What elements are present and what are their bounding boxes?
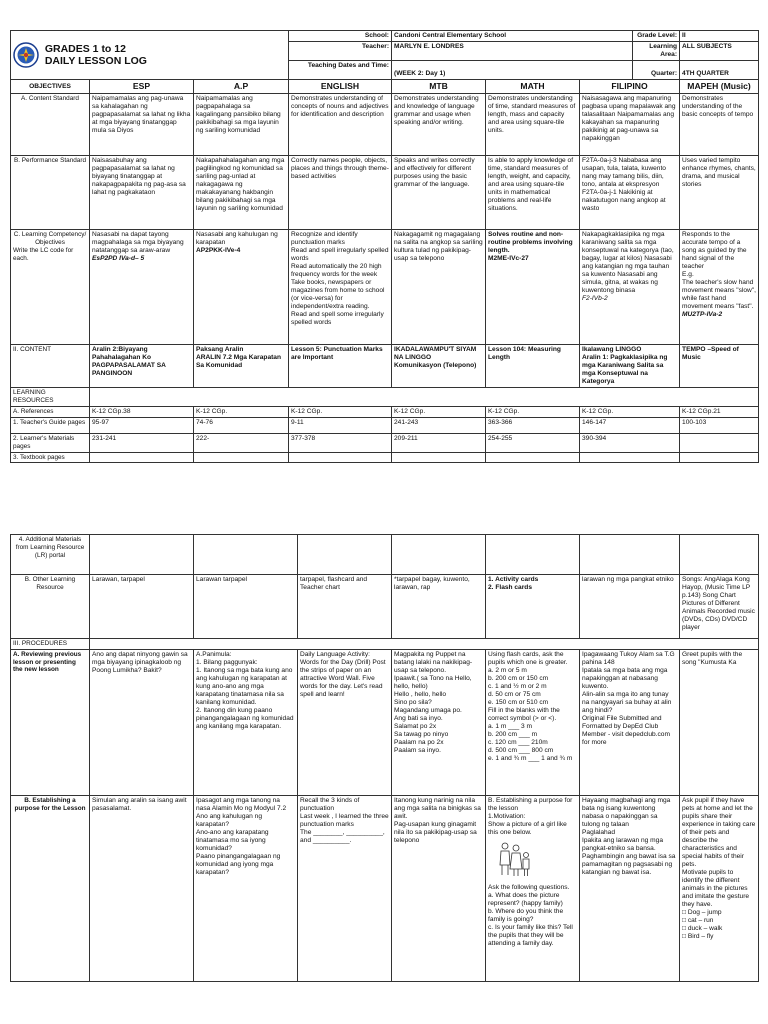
purpose-row <box>11 795 759 981</box>
english-cell: 377-378 <box>289 433 392 452</box>
esp-cell: Naisasabuhay ang pagpapasalamat sa lahat ng biyayang tinatanggap at nakapagpapakita ng pag-asa sa lahat ng pagkakataon <box>90 156 194 230</box>
mtb-cell <box>392 535 486 575</box>
english-cell: Recall the 3 kinds of punctuation Last week , I learned the three punctuation marks The ________, __________, and __________. <box>298 795 392 981</box>
mtb-content-week: IKADALAWAMPU'T SIYAM NA LINGGO <box>394 346 477 362</box>
english-cell: K-12 CGp. <box>289 406 392 417</box>
ap-cell: 74-76 <box>194 417 289 433</box>
teachers-guide-row <box>11 417 759 433</box>
ap-competency: Nasasabi ang kahulugan ng karapatan <box>196 231 278 247</box>
filipino-cell <box>580 230 680 345</box>
ap-header: A.P <box>194 80 289 94</box>
ap-cell: Ipasagot ang mga tanong na nasa Alamin Mo ng Modyul 7.2 Ano ang kahulugan ng karapatan? Ano-ano ang karapatang tinatamasa mo sa iyong komunidad? Paano pinangangalagaan ng komunidad ang iyong mga karapatan? <box>194 795 298 981</box>
filipino-code: F2-IVb-2 <box>582 295 608 303</box>
filipino-content-week: Ikalawang LINGGO <box>582 346 642 354</box>
procedures-row <box>11 639 759 650</box>
mapeh-code: MU2TP-IVa-2 <box>682 311 723 319</box>
ap-cell: 222- <box>194 433 289 452</box>
esp-cell: K-12 CGp.38 <box>90 406 194 417</box>
filipino-cell: Hayaang magbahagi ang mga bata ng isang kuwentong nabasa o napakinggan sa tulong ng talaan Paglalahad Ipakita ang larawan ng mga pangkat-etniko sa bansa. Paghambingin ang bawat isa sa pamamagitan ng pagsasabi ng katangian ng bawat isa. <box>580 795 680 981</box>
filipino-cell <box>580 452 680 463</box>
mapeh-cell <box>680 452 759 463</box>
filipino-competency: Nakapagkaklasipika ng mga karaniwang salita sa mga konseptuwal na kategorya (tao, bagay, lugar at kilos) Nasasabi ang katangian ng mga tauhan sa kuwento Nasasabi ang simula, gitna, at wakas ng kuwentong binasa <box>582 231 674 295</box>
math-cell: K-12 CGp. <box>486 406 580 417</box>
math-cell <box>486 230 580 345</box>
mapeh-competency: Responds to the accurate tempo of a song as guided by the hand signal of the teacher E.g. The teacher's slow hand movement means "slow", while fast hand movement means "fast". <box>682 231 756 311</box>
row-label: 1. Teacher's Guide pages <box>11 417 90 433</box>
english-cell: 9-11 <box>289 417 392 433</box>
teaching-dates-value: (WEEK 2: Day 1) <box>392 61 633 80</box>
row-label: B. Other Learning Resource <box>11 575 90 639</box>
content-row <box>11 345 759 388</box>
performance-standard-row <box>11 156 759 230</box>
esp-competency: Nasasabi na dapat tayong magpahalaga sa mga biyayang natatanggap sa araw-araw <box>92 231 184 255</box>
mtb-cell: *tarpapel bagay, kuwento, larawan, rap <box>392 575 486 639</box>
esp-cell: Ano ang dapat ninyong gawin sa mga biyayang ipinagkaloob ng Poong Lumikha? Bakit? <box>90 649 194 795</box>
english-cell: Correctly names people, objects, places and things through theme-based activities <box>289 156 392 230</box>
mtb-cell: Nakagagamit ng magagalang na salita na angkop sa sariling kultura tulad ng pakikipag-usap sa telepono <box>392 230 486 345</box>
english-cell: Recognize and identify punctuation marks Read and spell irregularly spelled words Read automatically the 20 high frequency words for the week Take books, newspapers or magazines from home to school (or vice-versa) for independent/extra reading. Read and spell some irregularly spelled words <box>289 230 392 345</box>
math-purpose-questions: Ask the following questions. a. What does the picture represent? (happy family) b. Where do you think the family is going? c. Is your family like this? Tell the pupils that they will be attending a family day. <box>488 884 573 948</box>
ap-content-title: ARALIN 7.2 Mga Karapatan Sa Komunidad <box>196 354 282 370</box>
lesson-log-table-page1 <box>10 30 759 463</box>
quarter-value: 4TH QUARTER <box>680 61 759 80</box>
school-value: Candoni Central Elementary School <box>392 31 633 42</box>
math-cell: 363-366 <box>486 417 580 433</box>
filipino-cell: Ipagawaang Tukoy Alam sa T.G pahina 148 Ipatala sa mga bata ang mga napakinggan at nabasang kuwento. Alin-alin sa mga ito ang tunay na nangyayari sa buhay at alin ang hindi? Original File Submitted and Formatted by DepEd Club Member - visit depedclub.com for more <box>580 649 680 795</box>
math-purpose-intro: B. Establishing a purpose for the lesson 1.Motivation: Show a picture of a girl like this one below. <box>488 796 573 836</box>
mapeh-cell: Ask pupil if they have pets at home and let the pupils share their experience in taking care of their pets and describe the characteristics and special habits of their pets. Motivate pupils to identify the different animals in the pictures and imitate the gesture they have. □ Dog – jump □ cat – run □ duck – walk □ Bird – fly <box>680 795 759 981</box>
row-label: LEARNING RESOURCES <box>11 388 90 407</box>
ap-cell: A.Panimula: 1. Bilang paggunyak: 1. Itanong sa mga bata kung ano ang kahulugan ng karapatan at kung ano-ano ang mga karapatang tinatamasa nila sa kanilang komunidad. 2. Itanong din kung paano pinangangalagaan ng komunidad ang kanilang mga karapatan. <box>194 649 298 795</box>
mapeh-cell <box>680 535 759 575</box>
math-cell <box>486 452 580 463</box>
mapeh-cell: Uses varied tempito enhance rhymes, chants, drama, and musical stories <box>680 156 759 230</box>
grade-level-label: Grade Level: <box>633 31 680 42</box>
math-cell: Demonstrates understanding of time, standard measures of length, mass and capacity and area using square-tile units. <box>486 94 580 156</box>
mapeh-cell <box>680 433 759 452</box>
mtb-cell: Itanong kung narinig na nila ang mga salita na binigkas sa awit. Pag-usapan kung ginagamit nila ito sa pakikipag-usap sa telepono <box>392 795 486 981</box>
row-label: 2. Learner's Materials pages <box>11 433 90 452</box>
mtb-cell: Demonstrates understanding and knowledge of language grammar and usage when speaking and/or writing. <box>392 94 486 156</box>
mapeh-cell: Songs: AngAlaga Kong Hayop, (Music Time LP p.143) Song Chart Pictures of Different Animals Recorded music (DVDs, CDs) DVD/CD player <box>680 575 759 639</box>
english-cell: Daily Language Activity: Words for the Day (Drill) Post the strips of paper on an attractive Word Wall. Five words for the day. Let's read spell and learn! <box>298 649 392 795</box>
grade-level-value: II <box>680 31 759 42</box>
row-label <box>11 230 90 345</box>
ap-cell <box>194 535 298 575</box>
quarter-label: Quarter: <box>633 61 680 80</box>
learning-area-value: ALL SUBJECTS <box>680 42 759 61</box>
mtb-cell: 241-243 <box>392 417 486 433</box>
title-daily-lesson-log: DAILY LESSON LOG <box>44 55 147 68</box>
filipino-cell: K-12 CGp. <box>580 406 680 417</box>
esp-cell: Simulan ang aralin sa isang awit pasasalamat. <box>90 795 194 981</box>
mapeh-cell <box>680 230 759 345</box>
mapeh-header: MAPEH (Music) <box>680 80 759 94</box>
row-label: A. References <box>11 406 90 417</box>
row-label: III. PROCEDURES <box>11 639 90 650</box>
math-cell <box>486 535 580 575</box>
references-row <box>11 406 759 417</box>
mtb-content-title: Komunikasyon (Telepono) <box>394 362 477 370</box>
english-cell: Lesson 5: Punctuation Marks are Important <box>289 345 392 388</box>
math-cell: Lesson 104: Measuring Length <box>486 345 580 388</box>
mtb-cell <box>392 345 486 388</box>
other-resources-row <box>11 575 759 639</box>
title-grades: GRADES 1 to 12 <box>44 42 126 55</box>
learners-materials-row <box>11 433 759 452</box>
ap-cell <box>194 452 289 463</box>
mapeh-cell: K-12 CGp.21 <box>680 406 759 417</box>
teacher-label: Teacher: <box>289 42 392 61</box>
empty-cell <box>90 388 759 407</box>
row-label: A. Reviewing previous lesson or presenting the new lesson <box>11 649 90 795</box>
ap-cell: Nakapahahalagahan ang mga paglilingkod ng komunidad sa sariling pag-unlad at nakagagawa ng makakayanang hakbangin bilang pakikibahagi sa mga layunin ng sariling komunidad <box>194 156 289 230</box>
additional-materials-row <box>11 535 759 575</box>
english-cell <box>289 452 392 463</box>
title-block <box>11 31 289 80</box>
competency-sublabel: Write the LC code for each. <box>13 246 74 262</box>
mtb-header: MTB <box>392 80 486 94</box>
school-label: School: <box>289 31 392 42</box>
esp-cell: 95-97 <box>90 417 194 433</box>
row-label: B. Performance Standard <box>11 156 90 230</box>
objectives-header: OBJECTIVES <box>11 80 90 94</box>
english-cell: Demonstrates understanding of concepts of nouns and adjectives for identification and description <box>289 94 392 156</box>
empty-cell <box>90 639 759 650</box>
review-row <box>11 649 759 795</box>
math-code: M2ME-IVc-27 <box>488 255 529 263</box>
english-cell <box>298 535 392 575</box>
row-label: A. Content Standard <box>11 94 90 156</box>
math-cell <box>486 795 580 981</box>
lesson-log-table-page2 <box>10 534 759 982</box>
learning-area-label: Learning Area: <box>633 42 680 61</box>
esp-cell: Aralin 2:Biyayang Pahahalagahan Ko PAGPAPASALAMAT SA PANGINOON <box>90 345 194 388</box>
row-label: 3. Textbook pages <box>11 452 90 463</box>
ap-code: AP2PKK-IVe-4 <box>196 247 241 255</box>
mapeh-cell: Demonstrates understanding of the basic concepts of tempo <box>680 94 759 156</box>
mtb-cell <box>392 452 486 463</box>
ap-content-heading: Paksang Aralin <box>196 346 244 354</box>
math-cell: Is able to apply knowledge of time, standard measures of length, weight, and capacity, and area using square-tile units in mathematical problems and real-life situations. <box>486 156 580 230</box>
esp-cell: Larawan, tarpapel <box>90 575 194 639</box>
filipino-cell: 390-394 <box>580 433 680 452</box>
math-header: MATH <box>486 80 580 94</box>
filipino-cell: Naisasagawa ang mapanuring pagbasa upang mapalawak ang talasalitaan Naipamamalas ang kakayahan sa mapanuring pakikinig at pag-unawa sa napakinggan <box>580 94 680 156</box>
mtb-cell: K-12 CGp. <box>392 406 486 417</box>
teaching-dates-label: Teaching Dates and Time: <box>289 61 392 80</box>
content-standard-row <box>11 94 759 156</box>
mapeh-cell: 100-103 <box>680 417 759 433</box>
mapeh-cell: TEMPO –Speed of Music <box>680 345 759 388</box>
math-competency: Solves routine and non-routine problems involving length. <box>488 231 573 255</box>
mtb-cell: Magpakita ng Puppet na batang lalaki na nakikipag-usap sa telepono. Ipaawit.( sa Tono na Hello, hello, hello) Hello , hello, hello Sino po sila? Magandang umaga po. Ang bati sa inyo. Salamat po 2x Sa tawag po ninyo Paalam na po 2x Paalam sa inyo. <box>392 649 486 795</box>
ap-cell <box>194 345 289 388</box>
esp-cell: 231-241 <box>90 433 194 452</box>
family-picture-icon <box>496 839 532 879</box>
math-cell: 254-255 <box>486 433 580 452</box>
english-cell: tarpapel, flashcard and Teacher chart <box>298 575 392 639</box>
ap-cell <box>194 230 289 345</box>
esp-cell: Naipamamalas ang pag-unawa sa kahalagahan ng pagpapasalamat sa lahat ng likha at mga biyayang tinatanggap mula sa Diyos <box>90 94 194 156</box>
row-label: 4. Additional Materials from Learning Resource (LR) portal <box>11 535 90 575</box>
ap-cell: Naipamamalas ang pagpapahalaga sa kagalingang pansibiko bilang pakikibahagi sa mga layunin ng sariling komunidad <box>194 94 289 156</box>
row-label: II. CONTENT <box>11 345 90 388</box>
learning-resources-row <box>11 388 759 407</box>
ap-cell: K-12 CGp. <box>194 406 289 417</box>
mtb-cell: Speaks and writes correctly and effectively for different purposes using the basic grammar of the language. <box>392 156 486 230</box>
deped-seal-icon <box>13 42 39 68</box>
ap-cell: Larawan tarpapel <box>194 575 298 639</box>
competency-label: C. Learning Competency/ Objectives <box>13 231 87 246</box>
english-header: ENGLISH <box>289 80 392 94</box>
math-cell: Using flash cards, ask the pupils which one is greater. a. 2 m or 5 m b. 200 cm or 150 cm c. 1 and ½ m or 2 m d. 50 cm or 75 cm e. 150 cm or 510 cm Fill in the blanks with the correct symbol (> or <). a. 1 m ___ 3 m b. 200 cm ___ m c. 120 cm ___ 210m d. 500 cm ___ 800 cm e. 1 and ¾ m ___ 1 and ¾ m <box>486 649 580 795</box>
math-cell: 1. Activity cards 2. Flash cards <box>486 575 580 639</box>
filipino-content-title: Aralin 1: Pagkaklasipika ng mga Karaniwang Salita sa mga Konseptuwal na Kategorya <box>582 354 668 386</box>
teacher-value: MARLYN E. LONDRES <box>392 42 633 61</box>
esp-code: EsP2PD IVa-d– 5 <box>92 255 145 263</box>
esp-cell <box>90 535 194 575</box>
esp-header: ESP <box>90 80 194 94</box>
filipino-cell: F2TA-0a-j-3 Nababasa ang usapan, tula, talata, kuwento nang may tamang bilis, diin, tono, antala at ekspresyon F2TA-0a-j-1 Nakikinig at nakatutugon nang angkop at wasto <box>580 156 680 230</box>
competency-row <box>11 230 759 345</box>
mtb-cell: 209-211 <box>392 433 486 452</box>
filipino-cell <box>580 345 680 388</box>
row-label: B. Establishing a purpose for the Lesson <box>11 795 90 981</box>
mapeh-cell: Greet pupils with the song "Kumusta Ka <box>680 649 759 795</box>
esp-cell <box>90 230 194 345</box>
filipino-cell <box>580 535 680 575</box>
filipino-cell: 146-147 <box>580 417 680 433</box>
textbook-row <box>11 452 759 463</box>
filipino-header: FILIPINO <box>580 80 680 94</box>
esp-cell <box>90 452 194 463</box>
filipino-cell: larawan ng mga pangkat etniko <box>580 575 680 639</box>
